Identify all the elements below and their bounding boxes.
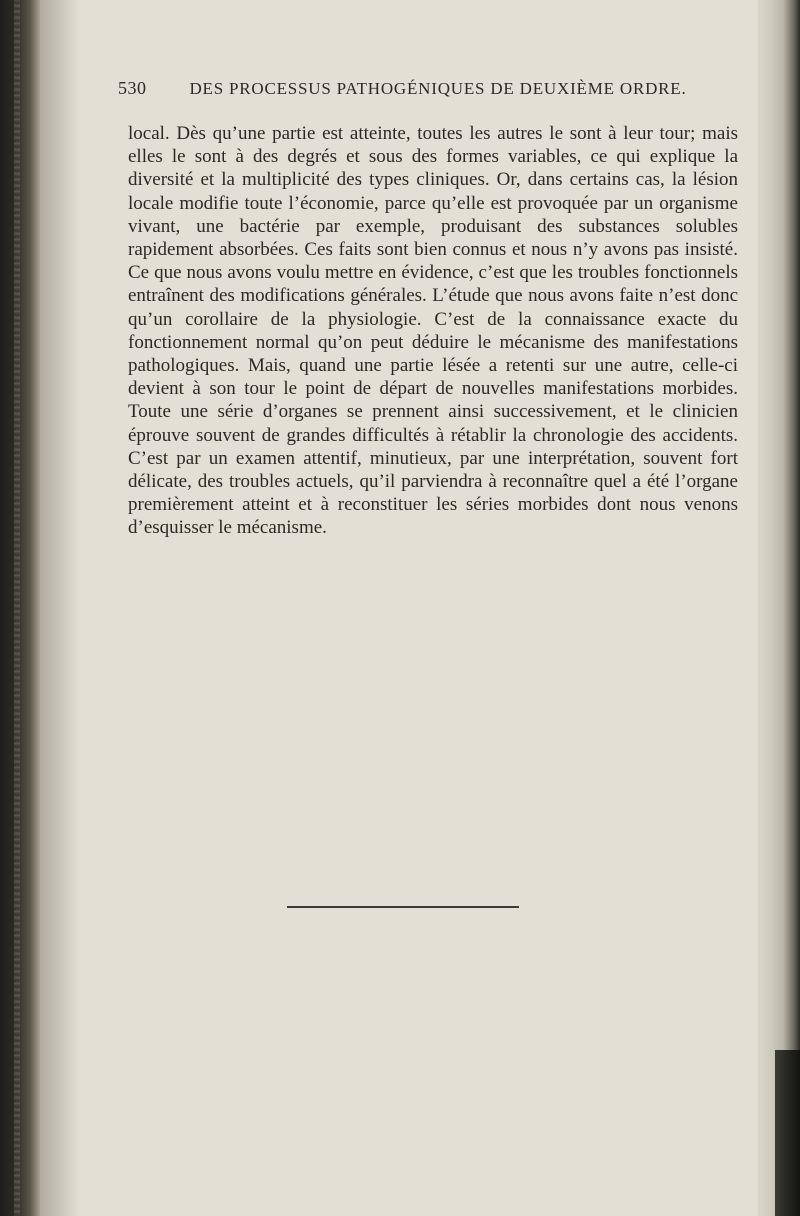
running-title: DES PROCESSUS PATHOGÉNIQUES DE DEUXIÈME ORDRE.: [189, 79, 687, 98]
page-edge: [758, 0, 800, 1216]
gutter-shadow: [40, 0, 80, 1216]
book-binding: [0, 0, 40, 1216]
running-head: [118, 78, 738, 112]
end-rule: [287, 906, 519, 908]
body-paragraph: local. Dès qu’une partie est atteinte, toutes les autres le sont à leur tour; mais elles le sont à des degrés et sous des formes variables, ce qui explique la diversité et la multiplicité des types cliniques. Or, dans certains cas, la lésion locale modifie toute l’économie, parce qu’elle est provoquée par un organisme vivant, une bactérie par exemple, produisant des substances solubles rapidement absorbées. Ces faits sont bien connus et nous n’y avons pas insisté. Ce que nous avons voulu mettre en évidence, c’est que les troubles fonctionnels entraînent des modifications générales. L’étude que nous avons faite n’est donc qu’un corollaire de la physiologie. C’est de la connaissance exacte du fonctionnement normal qu’on peut déduire le mécanisme des manifestations pathologiques. Mais, quand une partie lésée a retenti sur une autre, celle-ci devient à son tour le point de départ de nouvelles manifestations morbides. Toute une série d’organes se prennent ainsi successivement, et le clinicien éprouve souvent de grandes difficultés à rétablir la chronologie des accidents. C’est par un examen attentif, minutieux, par une interprétation, souvent fort délicate, des troubles actuels, qu’il parviendra à reconnaître quel a été l’organe premièrement atteint et à reconstituer les séries morbides dont nous venons d’esquisser le mécanisme.: [128, 123, 738, 539]
page-number: 530: [118, 78, 147, 98]
background-edge: [775, 1050, 800, 1216]
text-block: [118, 78, 738, 540]
